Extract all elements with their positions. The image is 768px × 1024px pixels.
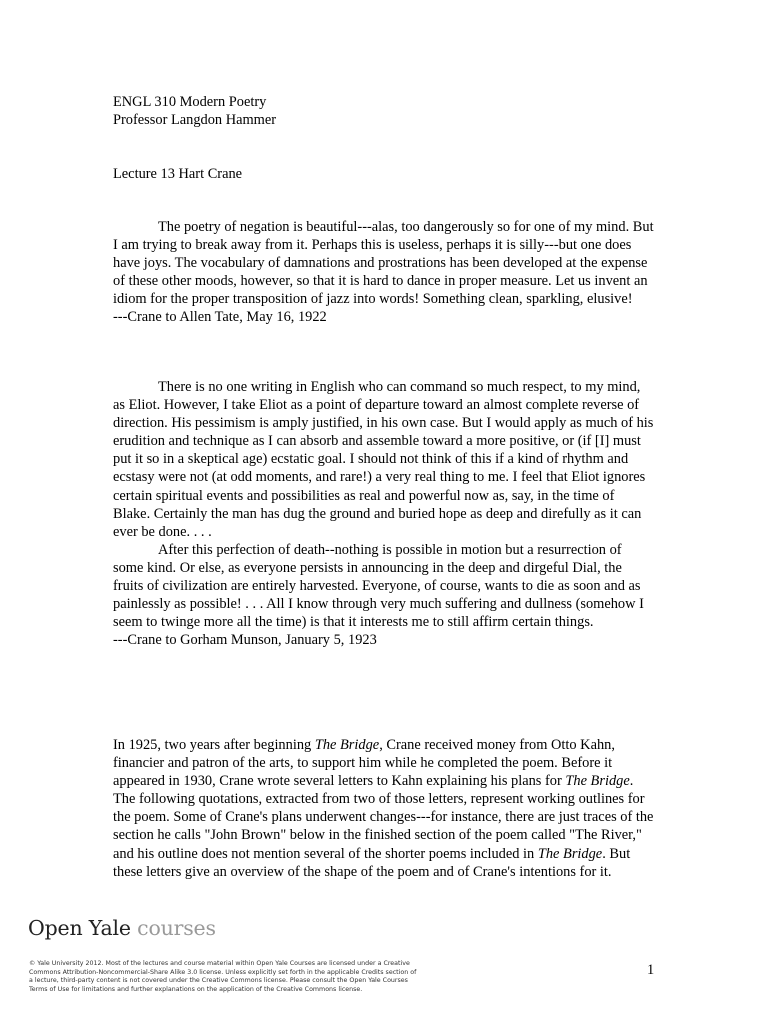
quote-paragraph: There is no one writing in English who can command so much respect, to my mind, as Eliot. However, I take Eliot as a point of departure toward an almost complete reverse of direction. His pessimism is amply justified, in his own case. But I would apply as much of his erudition and technique as I can absorb and assemble toward a more positive, or (if [I] must put it so in a skeptical age) ecstatic goal. I should not think of this if a kind of rhythm and ecstasy were not (at odd moments, and rare!) a very real thing to me. I feel that Eliot ignores certain spiritual events and possibilities as real and powerful now as, say, in the time of Blake. Certainly the man has dug the ground and buried hope as deep and direfully as it can ever be done. . . . [113,379,654,540]
intro-text-run: . But these letters give an overview of the shape of the poem and of Crane's intentions for it. [113,845,631,880]
intro-text [113,736,654,881]
open-yale-courses-logo [28,916,216,940]
logo-open-yale: Open Yale [28,916,131,940]
intro-text-run: In 1925, two years after beginning [113,737,315,753]
quote-attribution: ---Crane to Allen Tate, May 16, 1922 [113,309,327,326]
lecture-title: Lecture 13 Hart Crane [113,166,243,182]
professor-name: Professor Langdon Hammer [113,112,277,129]
intro-text-run: , Crane received money from Otto Kahn, financier and patron of the arts, to support him while he completed the poem. Before it appeared in 1930, Crane wrote several letters to Kahn explaining his plans for [113,737,615,790]
quote-block-tate [113,218,654,327]
quote-attribution: ---Crane to Gorham Munson, January 5, 1923 [113,632,377,649]
logo-courses: courses [137,916,216,940]
intro-text-run: . The following quotations, extracted from two of those letters, represent working outlines for the poem. Some of Crane's plans underwent changes---for instance, there are just traces of the section he calls "John Brown" below in the finished section of the poem called "The River," and his outline does not mention several of the shorter poems included in [113,773,654,862]
poem-title: The Bridge [537,845,603,862]
poem-title: The Bridge [314,737,380,753]
intro-paragraph [113,736,654,881]
quote-block-munson [113,378,654,649]
poem-title: The Bridge [565,773,630,790]
license-notice: © Yale University 2012. Most of the lectures and course material within Open Yale Courses are licensed under a Creative Commons Attribution-Noncommercial-Share Alike 3.0 license. Unless explicitly set forth in the applicable Credits section of a lecture, third-party content is not covered under the Creative Commons license. Please consult the Open Yale Courses Terms of Use for limitations and further explanations on the application of the Creative Commons license. [29,960,417,994]
quote-paragraph: After this perfection of death--nothing is possible in motion but a resurrection of some kind. Or else, as everyone persists in announcing in the deep and dirgeful Dial, the fruits of civilization are entirely harvested. Everyone, of course, wants to die as soon and as painlessly as possible! . . . All I know through very much suffering and dullness (somehow I seem to twinge more all the time) is that it interests me to still affirm certain things. [113,541,644,631]
course-header [113,93,673,129]
quote-paragraph: The poetry of negation is beautiful---alas, too dangerously so for one of my mind. But I am trying to break away from it. Perhaps this is useless, perhaps it is silly---but one does have joys. The vocabulary of damnations and prostrations has been developed at the expense of these other moods, however, so that it is hard to dance in proper measure. Let us invent an idiom for the proper transposition of jazz into words! Something clean, sparkling, elusive! [113,219,654,308]
page-number: 1 [647,962,655,978]
course-title: ENGL 310 Modern Poetry [113,94,267,110]
